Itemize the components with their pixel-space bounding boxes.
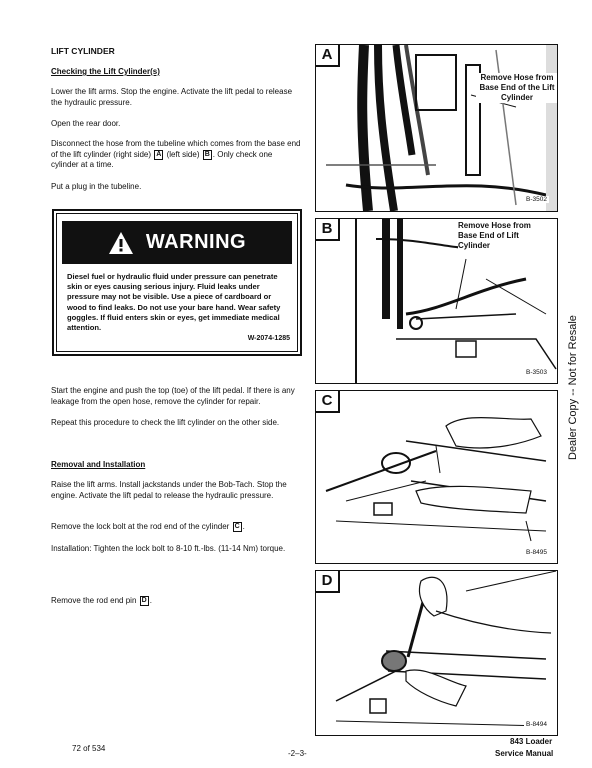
footer-manual: Service Manual bbox=[495, 749, 554, 758]
checking-p3b: (left side) bbox=[166, 149, 200, 159]
warning-banner bbox=[62, 221, 292, 264]
removal-p2a: Remove the lock bolt at the rod end of the cylinder bbox=[51, 522, 230, 532]
checking-p3a: Disconnect the hose from the tubeline which comes from the base end of the lift cylinder (right side) bbox=[51, 139, 301, 159]
figure-d bbox=[315, 570, 558, 736]
figure-d-label: D bbox=[316, 571, 340, 593]
removal-p2 bbox=[51, 522, 301, 533]
after-warning-p1: Start the engine and push the top (toe) of the lift pedal. If there is any leakage from the open hose, remove the cylinder for repair. bbox=[51, 386, 295, 406]
warning-title: WARNING bbox=[145, 231, 247, 253]
removal-title: Removal and Installation bbox=[51, 460, 146, 469]
warning-body: Diesel fuel or hydraulic fluid under pressure can penetrate skin or eyes causing serious injury. Fluid leaks under pressure may not be visible. Use a piece of cardboard or wood to find leaks. Do not use your bare hand. Wear safety goggles. If fluid enters skin or eyes, get immediate medical attention. bbox=[67, 272, 281, 333]
figure-ref-a: A bbox=[156, 150, 162, 158]
warning-code: W-2074-1285 bbox=[247, 335, 290, 342]
figure-c-code: B-8495 bbox=[526, 549, 547, 556]
checking-title: Checking the Lift Cylinder(s) bbox=[51, 67, 160, 76]
page-number: -2–3- bbox=[288, 749, 307, 758]
figure-a-callout: Remove Hose from Base End of the Lift Cylinder bbox=[476, 73, 558, 103]
figure-ref-c: C bbox=[234, 523, 240, 530]
figure-c bbox=[315, 390, 558, 564]
section-title: LIFT CYLINDER bbox=[51, 46, 115, 56]
figure-a bbox=[315, 44, 558, 212]
figure-b bbox=[315, 218, 558, 384]
checking-p3 bbox=[51, 139, 301, 171]
after-warning-p2: Repeat this procedure to check the lift cylinder on the other side. bbox=[51, 418, 280, 427]
removal-p4b: . bbox=[149, 596, 152, 606]
page-count: 72 of 534 bbox=[72, 744, 106, 753]
figure-a-illustration bbox=[316, 45, 557, 211]
figure-b-code: B-3503 bbox=[526, 369, 547, 376]
checking-p4: Put a plug in the tubeline. bbox=[51, 182, 142, 191]
figure-ref-d: D bbox=[141, 597, 147, 604]
dealer-copy-watermark: Dealer Copy -- Not for Resale bbox=[567, 315, 579, 460]
figure-d-illustration bbox=[316, 571, 557, 735]
figure-b-label: B bbox=[316, 219, 340, 241]
warning-box bbox=[52, 209, 302, 356]
checking-p2: Open the rear door. bbox=[51, 119, 121, 128]
removal-p3: Installation: Tighten the lock bolt to 8-10 ft.-lbs. (11-14 Nm) torque. bbox=[51, 544, 286, 553]
removal-p1: Raise the lift arms. Install jackstands under the Bob-Tach. Stop the engine. Activate the lift pedal to release the hydraulic pressure. bbox=[51, 480, 287, 500]
footer-model: 843 Loader bbox=[510, 737, 553, 746]
warning-triangle-icon bbox=[108, 231, 134, 255]
figure-d-code: B-8494 bbox=[526, 721, 547, 728]
figure-ref-b: B bbox=[204, 150, 210, 158]
figure-a-code: B-3502 bbox=[526, 196, 547, 203]
removal-p2b: . bbox=[242, 522, 245, 532]
removal-p4a: Remove the rod end pin bbox=[51, 596, 137, 606]
figure-a-label: A bbox=[316, 45, 340, 67]
figure-c-label: C bbox=[316, 391, 340, 413]
removal-p4 bbox=[51, 596, 301, 607]
figure-c-illustration bbox=[316, 391, 557, 563]
checking-p3c: . Only check one cylinder at a time. bbox=[51, 149, 273, 170]
figure-b-callout: Remove Hose from Base End of Lift Cylinder bbox=[458, 221, 552, 251]
checking-p1: Lower the lift arms. Stop the engine. Activate the lift pedal to release the hydraulic pressure. bbox=[51, 87, 293, 107]
